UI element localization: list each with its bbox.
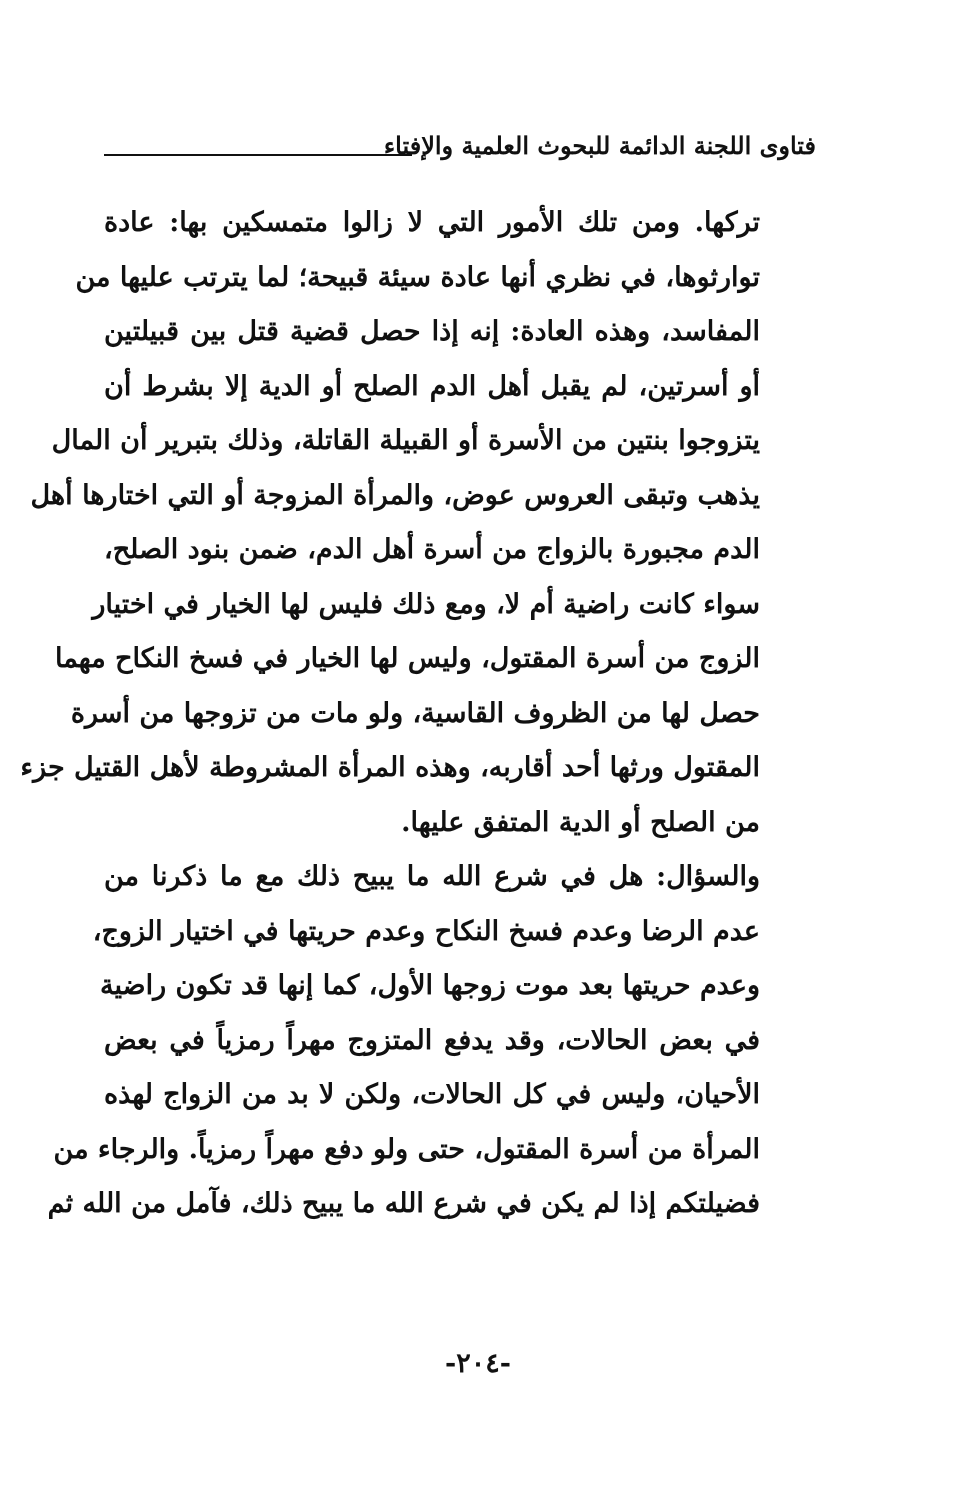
- text-line: عدم الرضا وعدم فسخ النكاح وعدم حريتها في اختيار الزوج،: [92, 915, 760, 947]
- text-line: توارثوها، في نظري أنها عادة سيئة قبيحة؛ لما يترتب عليها من: [75, 261, 760, 293]
- body-text: [20, 196, 760, 1232]
- text-line: الأحيان، وليس في كل الحالات، ولكن لا بد من الزواج لهذه: [104, 1079, 760, 1110]
- text-line: حصل لها من الظروف القاسية، ولو مات من تزوجها من أسرة: [70, 697, 760, 729]
- text-line: يذهب وتبقى العروس عوض، والمرأة المزوجة أو التي اختارها أهل: [30, 479, 760, 511]
- text-line: المرأة من أسرة المقتول، حتى ولو دفع مهراً رمزياً. والرجاء من: [53, 1133, 760, 1165]
- text-line: والسؤال: هل في شرع الله ما يبيح ذلك مع ما ذكرنا من: [104, 861, 760, 892]
- text-line: وعدم حريتها بعد موت زوجها الأول، كما إنها قد تكون راضية: [100, 970, 760, 1001]
- paragraph-end-line: من الصلح أو الدية المتفق عليها.: [401, 806, 760, 838]
- text-line: سواء كانت راضية أم لا، ومع ذلك فليس لها الخيار في اختيار: [92, 588, 760, 620]
- text-line: يتزوجوا بنتين من الأسرة أو القبيلة القاتلة، وذلك بتبرير أن المال: [51, 425, 760, 456]
- running-header-title: فتاوى اللجنة الدائمة للبحوث العلمية والإفتاء: [383, 131, 816, 160]
- page-number: -٢٠٤-: [445, 1348, 511, 1379]
- text-line: المفاسد، وهذه العادة: إنه إذا حصل قضية قتل بين قبيلتين: [104, 316, 760, 347]
- text-line: أو أسرتين، لم يقبل أهل الدم الصلح أو الدية إلا بشرط أن: [104, 370, 760, 402]
- text-line: الزوج من أسرة المقتول، وليس لها الخيار في فسخ النكاح مهما: [54, 643, 760, 674]
- text-line: تركها. ومن تلك الأمور التي لا زالوا متمسكين بها: عادة: [104, 207, 760, 238]
- running-header: [104, 124, 816, 172]
- text-line: المقتول ورثها أحد أقاربه، وهذه المرأة المشروطة لأهل القتيل جزء: [20, 752, 760, 783]
- text-line: الدم مجبورة بالزواج من أسرة أهل الدم، ضمن بنود الصلح،: [104, 534, 760, 565]
- text-line: في بعض الحالات، وقد يدفع المتزوج مهراً رمزياً في بعض: [104, 1024, 760, 1056]
- text-line: فضيلتكم إذا لم يكن في شرع الله ما يبيح ذلك، فآمل من الله ثم: [47, 1188, 760, 1219]
- header-rule: [104, 154, 412, 156]
